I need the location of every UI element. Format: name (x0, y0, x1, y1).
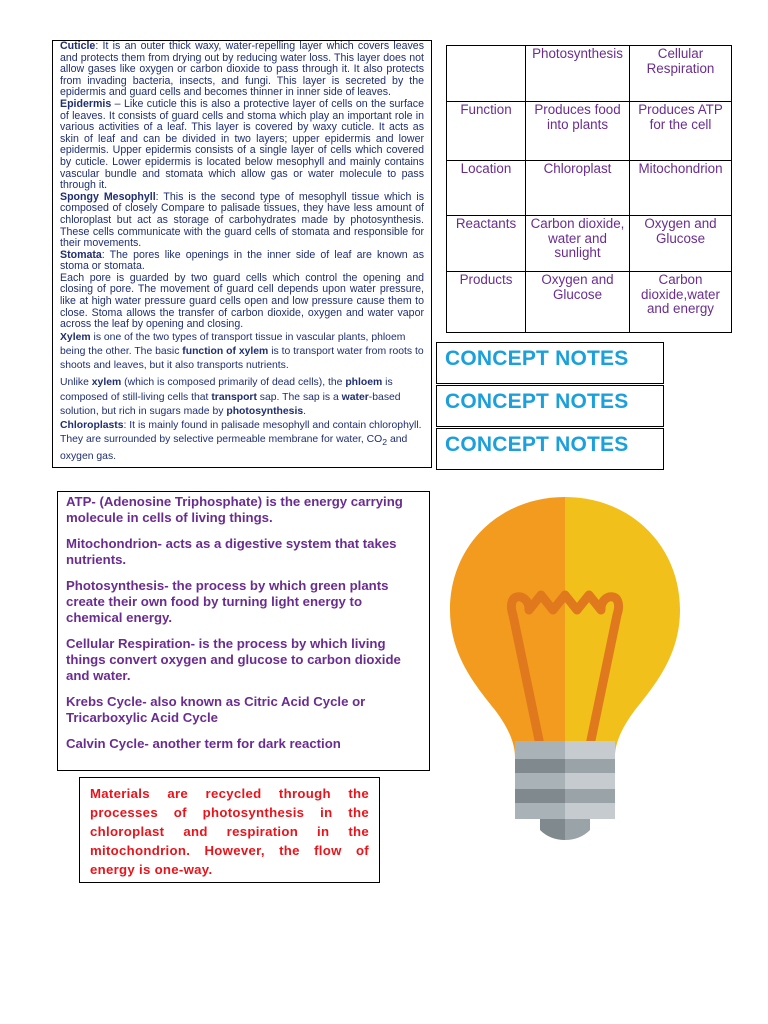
light-bulb-icon (445, 495, 685, 845)
table-row-label: Location (447, 161, 526, 216)
xylem-term: Xylem (60, 331, 91, 343)
phloem-transport: transport (211, 391, 257, 403)
phloem-water: water (341, 391, 369, 403)
bulb-right-half (565, 495, 685, 765)
phloem-photosynthesis: photosynthesis (226, 405, 304, 417)
definitions-box (57, 491, 430, 771)
table-cell: Oxygen and Glucose (526, 272, 630, 333)
bulb-glass (445, 495, 685, 765)
definition-photosynthesis: Photosynthesis- the process by which green plants create their own food by turning light energy to chemical energy. (66, 578, 389, 625)
phloem-paragraph (60, 376, 424, 419)
table-row (447, 161, 732, 216)
concept-notes-heading: CONCEPT NOTES (436, 342, 664, 384)
spongy-paragraph (60, 192, 424, 250)
cuticle-term: Cuticle (60, 40, 96, 52)
table-header-row (447, 46, 732, 102)
spongy-term: Spongy Mesophyll (60, 190, 156, 203)
concept-notes-heading: CONCEPT NOTES (436, 385, 664, 427)
table-row-label: Reactants (447, 216, 526, 272)
table-cell: Carbon dioxide,water and energy (630, 272, 732, 333)
table-cell: Mitochondrion (630, 161, 732, 216)
chloroplasts-subscript: 2 (382, 437, 388, 448)
guard-cell-paragraph: Each pore is guarded by two guard cells which control the opening and closing of pore. The movement of guard cell depends upon water pressure, like at high water pressure guard cells open and low pressure cause them to close. Stoma allows the transfer of carbon dioxide, oxygen and water vapor across the leaf by opening and closing. (60, 271, 424, 331)
chloroplasts-text-2: and oxygen gas. (60, 434, 408, 462)
phloem-text-5: -based solution, but rich in sugars made by (60, 391, 401, 417)
table-cell: Produces food into plants (526, 102, 630, 161)
cuticle-text: : It is an outer thick waxy, water-repelling layer which covers leaves and protects them from drying out by reducing water loss. This layer does not allow gases like oxygen or carbon dioxide to pass through it. It also protects from invading bacteria, insects, and fungi. This layer is secreted by the epidermis and guard cells and becomes thinner in inner side of leaves. (60, 40, 424, 99)
table-row (447, 102, 732, 161)
concept-notes-heading: CONCEPT NOTES (436, 428, 664, 470)
xylem-function: function of xylem (182, 346, 269, 358)
comparison-table (446, 45, 732, 333)
phloem-text-4: sap. The sap is a (256, 391, 342, 403)
recycle-note-box: Materials are recycled through the processes of photosynthesis in the chloroplast and respiration in the mitochondrion. However, the flow of energy is one-way. (79, 777, 380, 883)
chloroplasts-paragraph (60, 419, 424, 464)
table-cell: Produces ATP for the cell (630, 102, 732, 161)
table-header-cell (447, 46, 526, 102)
table-row (447, 272, 732, 333)
phloem-text-6: . (303, 405, 307, 417)
phloem-xylem: xylem (91, 377, 122, 389)
xylem-text-1: is one of the two types of transport tissue in vascular plants, phloem being the other. The basic (60, 331, 406, 358)
epidermis-term: Epidermis (60, 97, 112, 110)
chloroplasts-term: Chloroplasts (60, 420, 124, 432)
stomata-paragraph (60, 250, 424, 273)
cuticle-paragraph (60, 41, 424, 99)
table-row-label: Products (447, 272, 526, 333)
phloem-text-2: (which is composed primarily of dead cells), the (121, 377, 346, 389)
xylem-text-2: is to transport water from roots to shoots and leaves, but it also transports nutrients. (60, 346, 424, 372)
definition-atp: ATP- (Adenosine Triphosphate) is the energy carrying molecule in cells of living things. (66, 494, 403, 525)
chloroplasts-text-1: : It is mainly found in palisade mesophyll and contain chlorophyll. They are surrounded by selective permeable membrane for water, CO (60, 420, 422, 446)
stomata-text: : The pores like openings in the inner side of leaf are known as stoma or stomata. (60, 248, 424, 273)
table-header-cell: Photosynthesis (526, 46, 630, 102)
epidermis-paragraph (60, 99, 424, 192)
xylem-paragraph (60, 331, 424, 374)
table-cell: Oxygen and Glucose (630, 216, 732, 272)
leaf-notes-box (52, 40, 432, 468)
table-row (447, 216, 732, 272)
definition-calvin-cycle: Calvin Cycle- another term for dark reaction (66, 736, 341, 751)
phloem-term: phloem (345, 377, 383, 389)
table-header-cell: Cellular Respiration (630, 46, 732, 102)
definition-krebs-cycle: Krebs Cycle- also known as Citric Acid Cycle or Tricarboxylic Acid Cycle (66, 694, 366, 725)
phloem-text-3: is composed of still-living cells that (60, 377, 393, 403)
table-cell: Chloroplast (526, 161, 630, 216)
table-row-label: Function (447, 102, 526, 161)
definition-cellular-respiration: Cellular Respiration- is the process by which living things convert oxygen and glucose to carbon dioxide and water. (66, 636, 401, 683)
bulb-left-half (445, 495, 565, 765)
epidermis-text: – Like cuticle this is also a protective layer of cells on the surface of leaves. It consists of guard cells and stoma which play an important role in various activities of a leaf. This layer is covered by waxy cuticle. It acts as skin of leaf and can be divided in two layers; upper epidermis and lower epidermis. Upper epidermis consists of a single layer of cells which covered by cuticle. Lower epidermis is located below mesophyll and mainly contains vascular bundle and stomata which allow gas or water molecule to pass through it. (60, 97, 424, 192)
definition-mitochondrion: Mitochondrion- acts as a digestive system that takes nutrients. (66, 536, 397, 567)
stomata-term: Stomata (60, 248, 102, 261)
bulb-base (515, 741, 615, 840)
spongy-text: : This is the second type of mesophyll tissue which is composed of closely Compare to palisade tissues, they have less amount of chloroplast but act as storage of carbohydrates made by photosynthesis. These cells communicate with the guard cells of stomata and responsible for their movements. (60, 190, 424, 250)
table-cell: Carbon dioxide, water and sunlight (526, 216, 630, 272)
phloem-text-1: Unlike (60, 377, 92, 389)
